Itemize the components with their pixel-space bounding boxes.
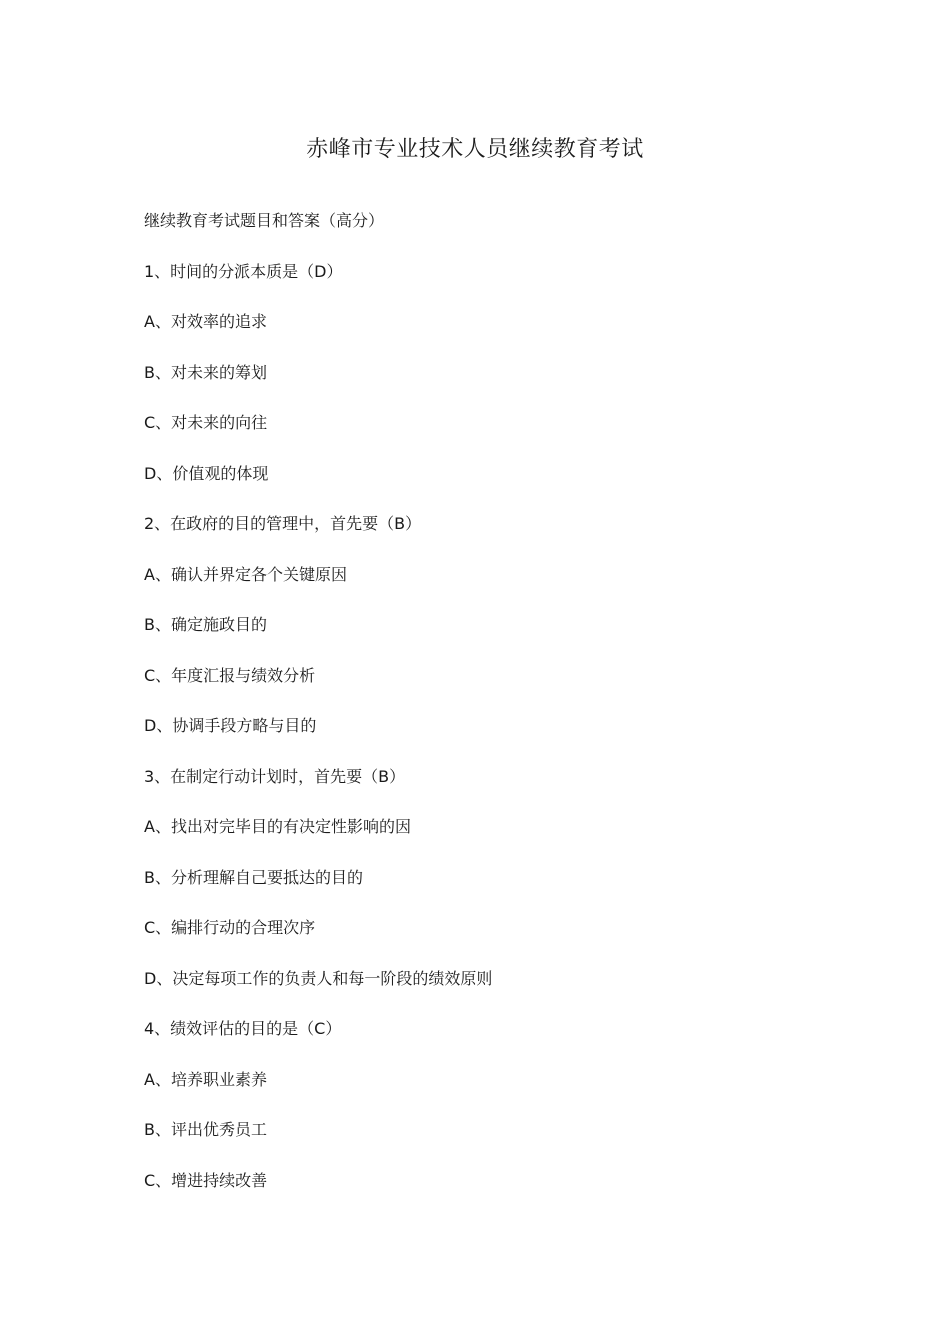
question-4: 4、绩效评估的目的是（C） (144, 1019, 342, 1038)
q3-option-c: C、编排行动的合理次序 (144, 918, 316, 937)
q4-option-a: A、培养职业素养 (144, 1069, 267, 1089)
question-3: 3、在制定行动计划时，首先要（B） (144, 766, 406, 786)
q3-option-d: D、决定每项工作的负责人和每一阶段的绩效原则 (144, 968, 493, 988)
q1-option-b: B、对未来的筹划 (144, 362, 267, 382)
question-1: 1、时间的分派本质是（D） (144, 261, 343, 281)
document-body (144, 208, 844, 1218)
document-subtitle: 继续教育考试题目和答案（高分） (144, 211, 385, 230)
q1-option-c: C、对未来的向往 (144, 413, 268, 432)
q1-option-a: A、对效率的追求 (144, 312, 267, 331)
q2-option-b: B、确定施政目的 (144, 615, 267, 634)
q2-option-d: D、协调手段方略与目的 (144, 716, 317, 735)
q4-option-b: B、评出优秀员工 (144, 1120, 267, 1139)
q2-option-a: A、确认并界定各个关键原因 (144, 564, 347, 584)
q3-option-b: B、分析理解自己要抵达的目的 (144, 867, 363, 887)
q4-option-c: C、增进持续改善 (144, 1170, 268, 1190)
q3-option-a: A、找出对完毕目的有决定性影响的因 (144, 817, 411, 836)
question-2: 2、在政府的目的管理中，首先要（B） (144, 514, 422, 533)
q1-option-d: D、价值观的体现 (144, 463, 269, 483)
q2-option-c: C、年度汇报与绩效分析 (144, 665, 316, 685)
document-title: 赤峰市专业技术人员继续教育考试 (306, 137, 644, 162)
